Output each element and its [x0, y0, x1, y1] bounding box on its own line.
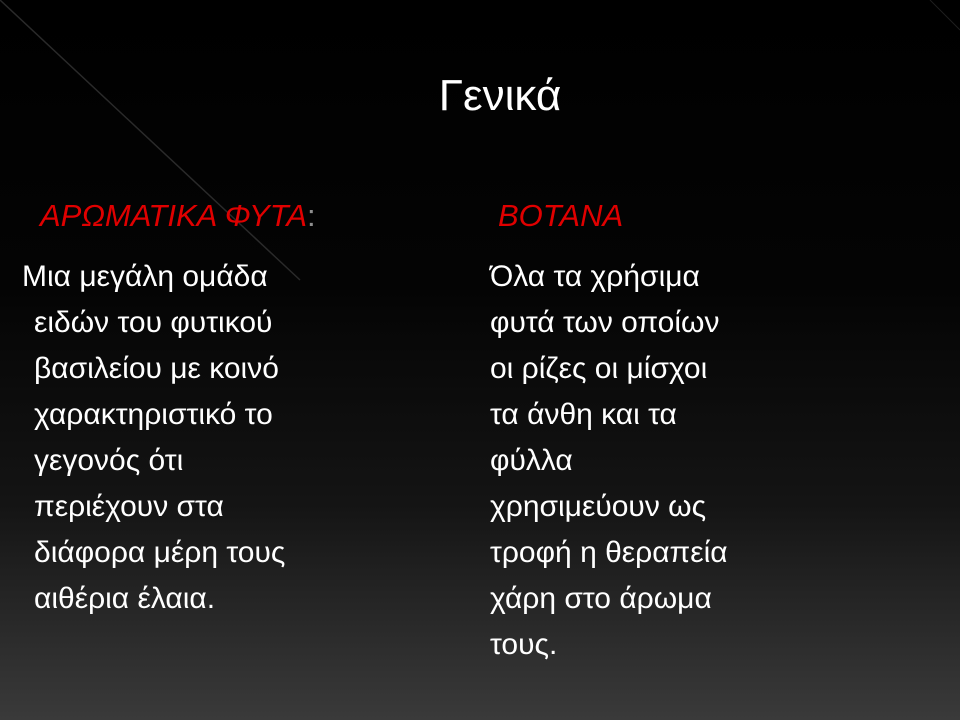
right-text-line: Όλα τα χρήσιμα — [490, 260, 700, 293]
left-column-heading — [40, 196, 316, 236]
right-text-line: φυτά των οποίων — [490, 306, 720, 339]
left-heading-colon: : — [307, 198, 316, 233]
right-text-line: φύλλα — [490, 444, 573, 477]
left-text-line: αιθέρια έλαια. — [34, 582, 216, 615]
left-text-line: ειδών του φυτικού — [34, 306, 273, 339]
left-heading-text: ΑΡΩΜΑΤΙΚΑ ΦΥΤΑ — [40, 198, 308, 233]
left-text-line: διάφορα μέρη τους — [34, 536, 286, 569]
slide-title: Γενικά — [438, 71, 562, 120]
right-text-line: τροφή η θεραπεία — [490, 536, 728, 569]
left-text-line: Μια μεγάλη ομάδα — [22, 260, 268, 293]
decorative-line-diagonal-faint — [930, 0, 960, 30]
right-column-text — [490, 254, 930, 668]
right-text-line: οι ρίζες οι μίσχοι — [490, 352, 708, 385]
right-text-line: τους. — [490, 628, 558, 661]
right-text-line: χρησιμεύουν ως — [490, 490, 707, 523]
left-column-text — [22, 254, 422, 622]
right-text-line: τα άνθη και τα — [490, 398, 677, 431]
decorative-line-diagonal — [0, 0, 300, 280]
left-text-line: γεγονός ότι — [34, 444, 184, 477]
right-column-heading: ΒΟΤΑΝΑ — [498, 198, 624, 233]
left-text-line: χαρακτηριστικό το — [34, 398, 273, 431]
right-text-line: χάρη στο άρωμα — [490, 582, 712, 615]
left-text-line: βασιλείου με κοινό — [34, 352, 279, 385]
left-text-line: περιέχουν στα — [34, 490, 224, 523]
